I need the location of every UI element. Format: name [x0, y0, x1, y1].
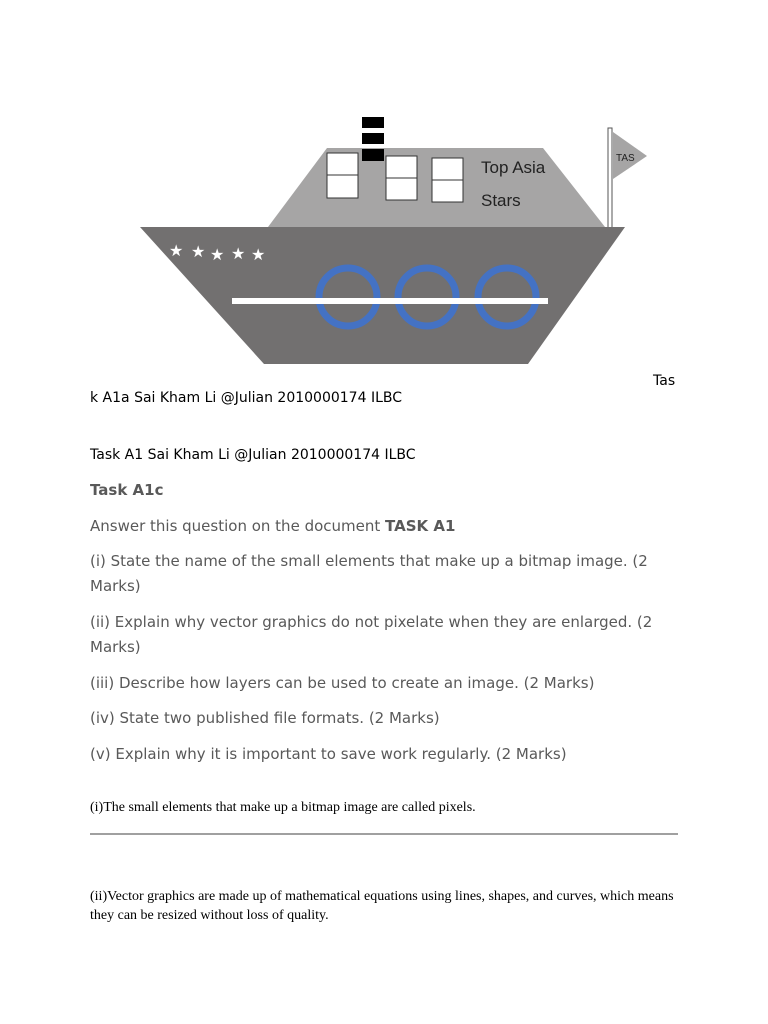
ship-windows [327, 153, 463, 202]
star-icon: ★ [210, 245, 225, 264]
question-5: (v) Explain why it is important to save work regularly. (2 Marks) [90, 745, 567, 763]
answer-1: (i)The small elements that make up a bitmap image are called pixels. [90, 800, 476, 815]
divider [90, 833, 678, 835]
ship-funnel-band [362, 149, 384, 161]
header-fragment: Tas [653, 373, 676, 389]
header-line-2: Task A1 Sai Kham Li @Julian 2010000174 ILBC [90, 447, 416, 463]
ship-name-line1: Top Asia [481, 158, 546, 177]
ship-funnel-band [362, 117, 384, 128]
star-icon: ★ [231, 244, 246, 263]
flag-text: TAS [616, 153, 635, 164]
ship-funnel-band [362, 133, 384, 144]
task-intro-bold: TASK A1 [385, 517, 456, 535]
question-1: (i) State the name of the small elements that make up a bitmap image. (2 Marks) [90, 552, 648, 595]
ship-illustration [0, 0, 768, 380]
task-title: Task A1c [90, 481, 164, 499]
question-4: (iv) State two published file formats. (2 Marks) [90, 709, 440, 727]
ship-name-line2: Stars [481, 191, 521, 210]
flag-pole [608, 128, 612, 235]
star-icon: ★ [251, 245, 266, 264]
star-icon: ★ [169, 241, 184, 260]
question-2: (ii) Explain why vector graphics do not pixelate when they are enlarged. (2 Marks) [90, 613, 653, 656]
task-intro-text: Answer this question on the document [90, 517, 386, 535]
answer-2: (ii)Vector graphics are made up of mathematical equations using lines, shapes, and curves, which means they can be resized without loss of quality. [90, 889, 674, 923]
star-icon: ★ [191, 242, 206, 261]
question-3: (iii) Describe how layers can be used to create an image. (2 Marks) [90, 674, 595, 692]
header-line-1: k A1a Sai Kham Li @Julian 2010000174 ILBC [90, 390, 403, 406]
task-intro [90, 517, 455, 535]
hull-stripe [232, 298, 548, 304]
